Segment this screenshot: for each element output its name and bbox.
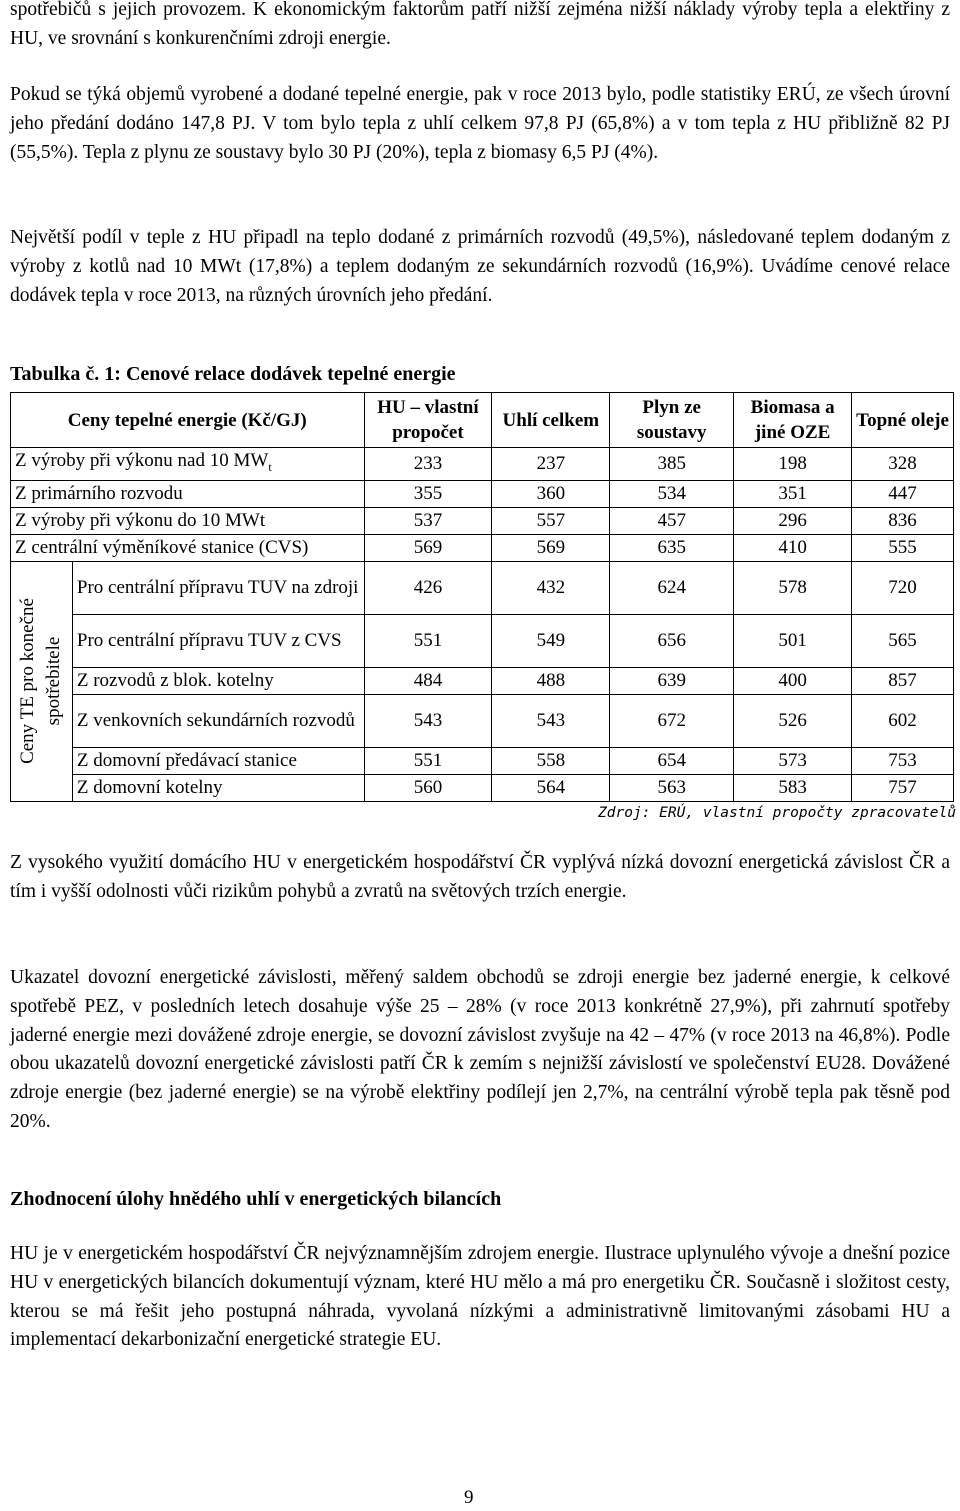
table-cell: 757 (852, 774, 954, 801)
table-cell: 537 (364, 507, 492, 534)
table-cell: 836 (852, 507, 954, 534)
table-header-cell: Biomasa a jiné OZE (734, 393, 852, 448)
page-number: 9 (464, 1487, 474, 1508)
row-label: Z venkovních sekundárních rozvodů (72, 694, 364, 747)
table-cell: 565 (852, 614, 954, 667)
row-label: Z výroby při výkonu nad 10 $MW_t$ (11, 448, 365, 481)
table-cell: 351 (734, 480, 852, 507)
table-cell: 639 (610, 667, 734, 694)
table-cell: 551 (364, 614, 492, 667)
table-cell: 296 (734, 507, 852, 534)
table-cell: 410 (734, 534, 852, 561)
table-cell: 484 (364, 667, 492, 694)
row-label: Z centrální výměníkové stanice (CVS) (11, 534, 365, 561)
row-label: Z domovní kotelny (72, 774, 364, 801)
row-label: Z primárního rozvodu (11, 480, 365, 507)
table-caption: Tabulka č. 1: Cenové relace dodávek tepelné energie (10, 363, 456, 385)
table-cell: 447 (852, 480, 954, 507)
row-label: Pro centrální přípravu TUV na zdroji (72, 561, 364, 614)
table-source: Zdroj: ERÚ, vlastní propočty zpracovatelů (598, 805, 956, 821)
table-row (11, 448, 954, 481)
table-cell: 635 (610, 534, 734, 561)
table-cell: 583 (734, 774, 852, 801)
table-cell: 557 (492, 507, 610, 534)
table-row (11, 694, 954, 747)
paragraph-import-dependency: Z vysokého využití domácího HU v energetickém hospodářství ČR vyplývá nízká dovozní energetická závislost ČR a tím i vyšší odolnosti vůči rizikům pohybů a zvratů na světových trzích energie. (10, 852, 950, 902)
table-cell: 578 (734, 561, 852, 614)
table-cell: 355 (364, 480, 492, 507)
table-row (11, 747, 954, 774)
table-row (11, 667, 954, 694)
row-label: Z domovní předávací stanice (72, 747, 364, 774)
table-cell: 753 (852, 747, 954, 774)
table-cell: 560 (364, 774, 492, 801)
price-table (10, 392, 954, 802)
section-heading: Zhodnocení úlohy hnědého uhlí v energetických bilancích (10, 1188, 502, 1210)
table-cell: 551 (364, 747, 492, 774)
table-row (11, 561, 954, 614)
table-cell: 602 (852, 694, 954, 747)
table-header-cell: Topné oleje (852, 393, 954, 448)
table-cell: 501 (734, 614, 852, 667)
table-cell: 654 (610, 747, 734, 774)
paragraph-heat-volumes: Pokud se týká objemů vyrobené a dodané tepelné energie, pak v roce 2013 bylo, podle statistiky ERÚ, ze všech úrovní jeho předání dodáno 147,8 PJ. V tom bylo tepla z uhlí celkem 97,8 PJ (65,8%) a v tom tepla z HU přibližně 82 PJ (55,5%). Tepla z plynu ze soustavy bylo 30 PJ (20%), tepla z biomasy 6,5 PJ (4%). (10, 84, 950, 163)
table-cell: 543 (364, 694, 492, 747)
table-cell: 426 (364, 561, 492, 614)
table-cell: 233 (364, 448, 492, 481)
table-cell: 624 (610, 561, 734, 614)
table-cell: 432 (492, 561, 610, 614)
table-cell: 328 (852, 448, 954, 481)
row-label: Pro centrální přípravu TUV z CVS (72, 614, 364, 667)
group-label-cell (11, 561, 73, 801)
table-header-cell: Uhlí celkem (492, 393, 610, 448)
paragraph-intro: spotřebičů s jejich provozem. K ekonomickým faktorům patří nižší zejména nižší náklady výroby tepla a elektřiny z HU, ve srovnání s konkurenčními zdroji energie. (10, 0, 950, 49)
table-header-cell: Plyn ze soustavy (610, 393, 734, 448)
table-row (11, 534, 954, 561)
table-cell: 672 (610, 694, 734, 747)
table-header-row-label: Ceny tepelné energie (Kč/GJ) (11, 393, 365, 448)
table-cell: 549 (492, 614, 610, 667)
table-cell: 526 (734, 694, 852, 747)
table-row (11, 507, 954, 534)
table-header-row (11, 393, 954, 448)
table-cell: 385 (610, 448, 734, 481)
table-cell: 569 (492, 534, 610, 561)
paragraph-dependency-indicator: Ukazatel dovozní energetické závislosti, měřený saldem obchodů se zdroji energie bez jaderné energie, k celkové spotřebě PEZ, v posledních letech dosahuje výše 25 – 28% (v roce 2013 konkrétně 27,9%), při zahrnutí spotřeby jaderné energie mezi dovážené zdroje energie, se dovozní závislost zvyšuje na 42 – 47% (v roce 2013 na 46,8%). Podle obou ukazatelů dovozní energetické závislosti patří ČR k zemím s nejnižší závislostí ve společenství EU28. Dovážené zdroje energie (bez jaderné energie) se na výrobě elektřiny podílejí jen 2,7%, na centrální výrobě tepla pak těsně pod 20%. (10, 967, 950, 1132)
table-cell: 573 (734, 747, 852, 774)
table-cell: 457 (610, 507, 734, 534)
table-cell: 558 (492, 747, 610, 774)
paragraph-heat-share: Největší podíl v teple z HU připadl na teplo dodané z primárních rozvodů (49,5%), následované teplem dodaným z výroby z kotlů nad 10 MWt (17,8%) a teplem dodaným ze sekundárních rozvodů (16,9%). Uvádíme cenové relace dodávek tepla v roce 2013, na různých úrovních jeho předání. (10, 227, 950, 306)
table-cell: 543 (492, 694, 610, 747)
table-row (11, 614, 954, 667)
table-cell: 563 (610, 774, 734, 801)
table-cell: 400 (734, 667, 852, 694)
table-header-cell: HU – vlastní propočet (364, 393, 492, 448)
table-cell: 198 (734, 448, 852, 481)
table-row (11, 774, 954, 801)
table-cell: 857 (852, 667, 954, 694)
table-cell: 360 (492, 480, 610, 507)
row-label: Z výroby při výkonu do 10 MWt (11, 507, 365, 534)
table-cell: 555 (852, 534, 954, 561)
table-cell: 656 (610, 614, 734, 667)
group-label: Ceny TE pro konečné spotřebitele (17, 598, 65, 765)
table-row (11, 480, 954, 507)
table-cell: 237 (492, 448, 610, 481)
paragraph-hu-role: HU je v energetickém hospodářství ČR nejvýznamnějším zdrojem energie. Ilustrace uplynulého vývoje a dnešní pozice HU v energetických bilancích dokumentují význam, které HU mělo a má pro energetiku ČR. Současně i složitost cesty, kterou se má řešit jeho postupná náhrada, vyvolaná nízkými a administrativně limitovanými zásobami HU a implementací dekarbonizační energetické strategie EU. (10, 1243, 950, 1351)
table-cell: 569 (364, 534, 492, 561)
row-label: Z rozvodů z blok. kotelny (72, 667, 364, 694)
table-cell: 720 (852, 561, 954, 614)
table-cell: 534 (610, 480, 734, 507)
table-cell: 564 (492, 774, 610, 801)
table-cell: 488 (492, 667, 610, 694)
